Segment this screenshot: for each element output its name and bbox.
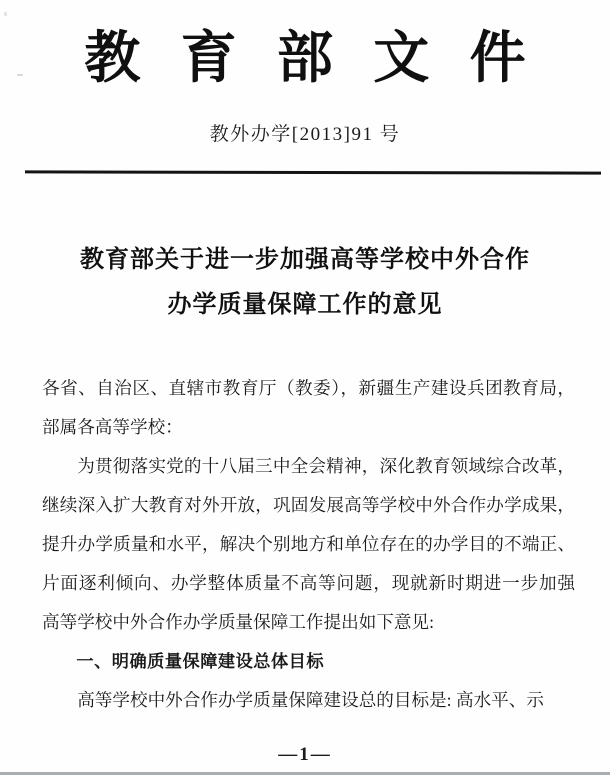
scan-artifact [17,74,23,76]
agency-masthead-title: 教育部文件 [84,28,566,90]
body-line: 为贯彻落实党的十八届三中全会精神，深化教育领域综合改革， [77,456,575,476]
body-line: 各省、自治区、直辖市教育厅（教委），新疆生产建设兵团教育局， [42,378,575,398]
masthead-divider-rule [25,170,601,174]
document-title-line-1: 教育部关于进一步加强高等学校中外合作 [80,247,530,273]
scan-artifact [4,12,7,16]
body-line: 继续深入扩大教育对外开放，巩固发展高等学校中外合作办学成果， [42,495,575,515]
body-line: 高等学校中外合作办学质量保障建设总的目标是: 高水平、示 [77,690,544,710]
document-reference-number: 教外办学[2013]91 号 [209,124,401,145]
document-title-line-2: 办学质量保障工作的意见 [167,292,443,318]
section-heading: 一、明确质量保障建设总体目标 [76,651,325,671]
body-line: 高等学校中外合作办学质量保障工作提出如下意见: [42,612,434,632]
document-title [0,238,610,328]
body-line: 提升办学质量和水平，解决个别地方和单位存在的办学目的不端正、 [42,534,575,554]
body-line: 部属各高等学校： [42,417,183,437]
page-number: —1— [278,744,332,765]
document-body [42,369,575,720]
body-line: 片面逐利倾向、办学整体质量不高等问题，现就新时期进一步加强 [42,573,575,593]
